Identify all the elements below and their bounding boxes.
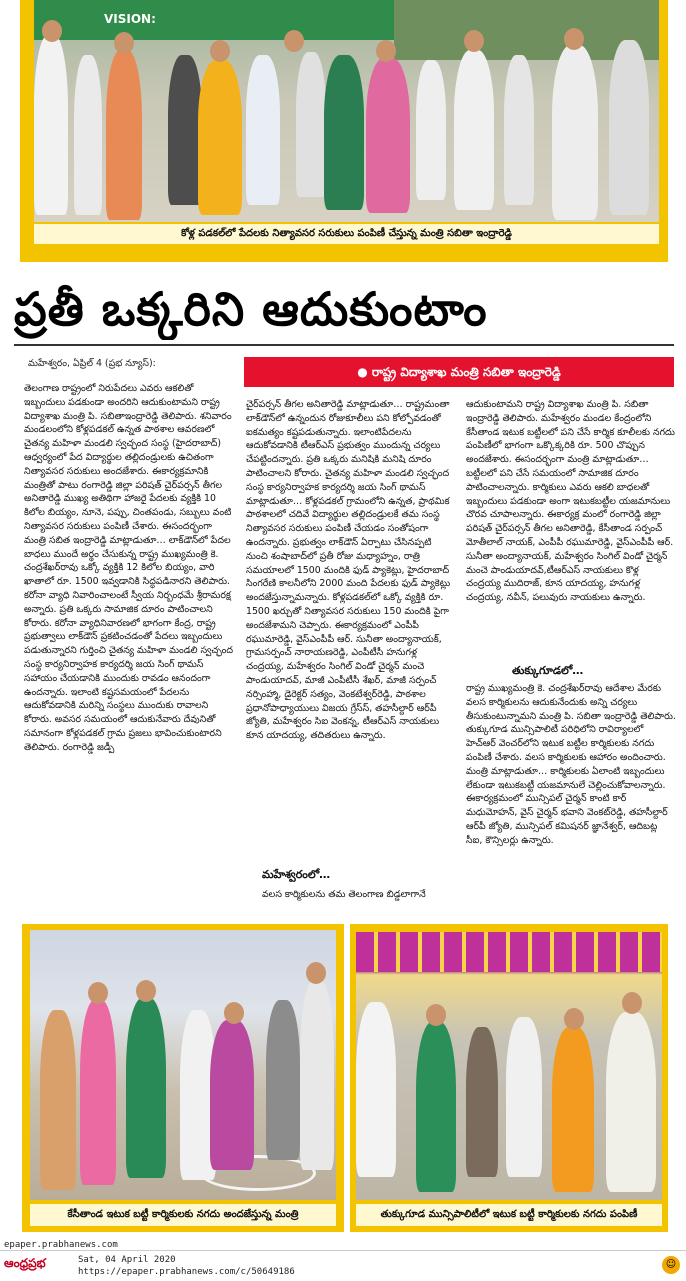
person	[454, 50, 494, 210]
person	[246, 55, 280, 205]
face	[136, 980, 156, 1002]
person	[609, 40, 649, 215]
top-photo	[34, 0, 659, 222]
article-column-3-tail: రాష్ట్ర ముఖ్యమంత్రి కె. చంద్రశేఖర్‌రావు ఆదేశాల మేరకు వలస కార్మికులను ఆదుకునేందుకు అన్ని చర్యలు తీసుకుంటున్నామని మంత్రి పి. సబితా ఇంద్రారెడ్డి తెలిపారు. తుక్కుగూడ మున్సిపాలిటీ పరిధిలోని రావిర్యాలలో హెచ్ఆర్ వెంచర్‌లోని ఇటుక బట్టీల కార్మికులకు నగదు పంపిణీ చేశారు. వలస కార్మికులకు ఆహారం అందించారు. మంత్రి మాట్లాడుతూ… కార్మికులకు ఏలాంటి ఇబ్బందులు లేకుండా ఇటుకబట్టీ యజమానులే చెల్లించుకోవాలన్నారు. ఈకార్యక్రమంలో మున్సిపల్ చైర్మన్ కాంటి కార్ మధుమోహన్, వైస్ చైర్మన్ భవాని వెంకట్‌రెడ్డి, తహసీల్దార్ ఆర్‌పీ జ్యోతి, మున్సిపల్ కమిషనర్ జ్ఞానేశ్వర్, ఆదిబట్ల సీఐ, కౌన్సిలర్లు ఉన్నారు.	[466, 683, 676, 846]
mascot-icon: ☺	[662, 1256, 680, 1274]
face	[564, 28, 584, 50]
article-column-2: చైర్‌పర్సన్ తీగల అనితారెడ్డి మాట్లాడుతూ… రాష్ట్రమంతా లాక్‌డౌన్‌లో ఉన్నందున రోజుకూలీలు పని కోల్పోవడంతో ఐకమత్యం కష్టపడుతున్నారు. ఇలాంటిపేదలను ఆదుకోవడానికి టీఆర్‌ఎస్ ప్రభుత్వం ముందున్న చర్యలు చేపట్టిందన్నారు. ప్రతి ఒక్కరు మనిషికి మనిషి దూరం పాటించాలని కోరారు. చైతన్య మహిళా మండలి స్వచ్ఛంద సంస్థ కార్యనిర్వాహక కార్యదర్శి జయ సింగ్ థామస్ మాట్లాడుతూ… కోళ్లపడకల్ గ్రామంలోని ఉన్నత, ప్రాథమిక పాఠశాలలో చదివే విద్యార్థుల తల్లిదండ్రులకే తమ సంస్థ నిత్యావసర సరుకులు పంపిణీ చేయడం సంతోషంగా ఉందన్నారు. ప్రభుత్వం లాక్‌డౌన్ ఏర్పాటు చేసినప్పటి నుంచి శంషాబాద్‌లో ప్రతీ రోజు మధ్యాహ్నం, రాత్రి సమయాలలో 1500 మందికి ఫుడ్ ప్యాకెట్లు, హైదరాబాద్ సింగరేణి కాలనీలోని 2000 మంది పేదలకు ఫుడ్ ప్యాకెట్లు అందజేస్తున్నామన్నారు. కోళ్లపడకల్‌లో ఒక్కో వ్యక్తికి రూ. 1500 ఖర్చుతో నిత్యావసర సరుకులు 150 మందికి పైగా అందజేశామని చెప్పారు. ఈకార్యక్రమంలో ఎంపీపీ రఘుమారెడ్డి, వైస్‌ఎంపీపీ ఆర్. సునీతా అంద్యానాయక్, గ్రామసర్పంచ్ నారాయణరెడ్డి, ఎంపీటీసీ హనుగళ్ల చంద్రయ్య, మహేశ్వరం సింగిల్ విండో చైర్మన్ మంచె పాండుయాదవ్, మాజీ ఎంపీటీసీ శేఖర్, మాజీ సర్పంచ్ నర్సింహ్మా, డైరెక్టర్ సత్యం, వెంకటేశ్వర్‌రెడ్డి, పాఠశాల ప్రధానోపాధ్యాయులు విజయ గ్రేస్‌స్, తహసీల్దార్ ఆర్‌పీ జ్యోతి, మహేశ్వరం సిఐ వెంకన్న, టీఆర్‌ఎస్ నాయకులు కూన యాదయ్య, తదితరులు ఉన్నారు.	[246, 399, 451, 742]
article-column-1: తెలంగాణ రాష్ట్రంలో నిరుపేదలు ఎవరు ఆకలితో ఇబ్బందులు పడకుండా అందరిని ఆదుకుంటామని రాష్ట్ర విద్యాశాఖ మంత్రి పి. సబితాఇంద్రారెడ్డి తెలిపారు. శనివారం మండలంలోని కోళ్లపడకల్ ఉన్నత పాఠశాల ఆవరణలో చైతన్య మహిళా మండలి స్వచ్ఛంద సంస్థ (హైదరాబాద్) ఆధ్వర్యంలో పేద విద్యార్థుల తల్లిదండ్రులకు ఉచితంగా నిత్యావసర సరుకులు అందజేశారు. ఈకార్యక్రమానికి మంత్రితో పాటు రంగారెడ్డి జిల్లా పరిషత్ చైర్‌పర్సన్ తీగల అనితారెడ్డి ముఖ్య అతిథిగా హాజరై పేదలకు వ్యక్తికి 10 కిలోల బియ్యం, నూనె, పప్పు, చింతపండు, సబ్బులు వంటి నిత్యావసర సరుకులు పంపిణీ చేశారు. ఈసందర్భంగా మంత్రి సబిత ఇంద్రారెడ్డి మాట్లాడుతూ… లాక్‌డౌన్‌లో పేదల బాధలు ముందే అర్థం చేసుకున్న రాష్ట్ర ముఖ్యమంత్రి కె. చంద్రశేఖర్‌రావు ఒక్కో వ్యక్తికి 12 కిలోల బియ్యం, వారి ఖాతాలో రూ. 1500 ఇవ్వడానికి సిద్ధపడినారని తెలిపారు. కరోనా వ్యాధి నివారించాలంటే స్వీయ నిర్బంధమే శ్రీరామరక్ష అన్నారు. ప్రతి ఒక్కరు సామాజిక దూరం పాటించాలని కోరారు. కరోనా వ్యాధినివారణలో భాగంగా కేంద్ర, రాష్ట్ర ప్రభుత్వాలు లాక్‌డౌన్ ప్రకటించడంతో పేదలు ఇబ్బందులు పడుతున్నారని గుర్తించి చైతన్య మహిళా మండలి స్వచ్ఛంద సంస్థ కార్యనిర్వాహక కార్యదర్శి జయ సింగ్ థామస్ సహాయం చేయడానికి ముందుకు రావడం ఆనందంగా ఉందన్నారు. ఇలాంటి కష్టసమయంలో పేదలను ఆదుకోవడానికి మరిన్ని సంస్థలు ముందుకు రావాలని కోరారు. అవసర సమయంలో ఆదుకునేవారు దేవునితో సమానంగా కోళ్లపడకల్ గ్రామ ప్రజలు భావించుకుంటారని తెలిపారు. రంగారెడ్డి జడ్పీ	[24, 383, 233, 753]
footer-date: Sat, 04 April 2020	[78, 1255, 176, 1265]
headline: ప్రతీ ఒక్కరిని ఆదుకుంటాం	[14, 282, 488, 336]
person	[506, 1017, 542, 1177]
person	[606, 1012, 656, 1192]
article-column-2-tail: వలస కార్మికులను తమ తెలంగాణ బిడ్డలాగానే	[262, 889, 426, 900]
person	[416, 1022, 456, 1192]
face	[426, 1004, 446, 1026]
face	[42, 20, 62, 42]
top-photo-caption: కోళ్ల పడకల్‌లో పేదలకు నిత్యావసర సరుకులు పంపిణీ చేస్తున్న మంత్రి సబితా ఇంద్రారెడ్డి	[34, 224, 659, 244]
person	[296, 52, 326, 197]
person	[266, 1000, 300, 1160]
person	[40, 1010, 76, 1190]
person	[552, 45, 598, 220]
footer-site[interactable]: epaper.prabhanews.com	[4, 1240, 118, 1250]
tent-stripes	[356, 932, 662, 972]
face	[114, 32, 134, 54]
person	[106, 50, 142, 220]
face	[464, 30, 484, 52]
person	[126, 998, 166, 1178]
person	[552, 1027, 594, 1192]
subhead-banner: ● రాష్ట్ర విద్యాశాఖ మంత్రి సబితా ఇంద్రారెడ్డి	[244, 357, 674, 387]
person	[74, 55, 102, 215]
person	[366, 58, 410, 213]
face	[284, 30, 304, 52]
dateline: మహేశ్వరం, ఏప్రిల్ 4 (ప్రభ న్యూస్):	[28, 358, 156, 369]
section-heading-maheshwaram: మహేశ్వరంలో…	[262, 868, 331, 881]
headline-rule	[14, 344, 674, 346]
vision-banner	[34, 0, 394, 40]
face	[376, 40, 396, 62]
banner-text: VISION:	[104, 12, 156, 26]
publication-logo: ఆంధ్రప్రభ	[4, 1256, 46, 1270]
person	[168, 55, 202, 205]
section-heading-tukkuguda: తుక్కుగూడలో…	[512, 664, 584, 677]
person	[466, 1027, 498, 1177]
face	[210, 40, 230, 62]
person	[300, 980, 334, 1170]
person	[324, 55, 364, 210]
bottom-right-photo	[356, 932, 662, 1200]
face	[224, 1002, 244, 1024]
person	[80, 1000, 116, 1185]
footer-url[interactable]: https://epaper.prabhanews.com/c/50649186	[78, 1267, 295, 1277]
bottom-left-photo	[30, 930, 336, 1200]
face	[622, 992, 642, 1014]
face	[88, 982, 108, 1004]
person	[416, 60, 446, 200]
face	[306, 962, 326, 984]
person	[356, 1002, 396, 1177]
face	[564, 1008, 584, 1030]
bottom-right-caption: తుక్కుగూడ మున్సిపాలిటీలో ఇటుక బట్టీ కార్మికులకు నగదు పంపిణీ	[356, 1204, 662, 1226]
person	[34, 35, 68, 215]
bottom-left-caption: కేసీతాండ ఇటుక బట్టీ కార్మికులకు నగదు అందజేస్తున్న మంత్రి	[30, 1204, 336, 1226]
person	[504, 55, 534, 205]
article-column-3: ఆదుకుంటామని రాష్ట్ర విద్యాశాఖ మంత్రి పి. సబితా ఇంద్రారెడ్డి తెలిపారు. మహేశ్వరం మండల కేంద్రంలోని కేసీతాండ ఇటుక బట్టీలలో పని చేసే కార్మిక కూలీలకు నగదు పంపిణీలో భాగంగా ఒక్కొక్కరికి రూ. 500 చొప్పున అందజేశారు. ఈసందర్భంగా మంత్రి మాట్లాడుతూ… బట్టీలలో పని చేసే సమయంలో సామాజిక దూరం పాటించాలన్నారు. కార్మికులు ఎవరు ఆకలి బాధలతో ఇబ్బందులు పడకుండా అంగా ఇటుకబట్టీల యజమానులు చొరవ చూపాలన్నారు. ఈకార్యక్ర మంలో రంగారెడ్డి జిల్లా పరిషత్ చైర్‌పర్సన్ తీగల అనితారెడ్డి, కేసీతాండ సర్పంచ్ మోతీలాల్ నాయక్, ఎంపీపీ రఘుమారెడ్డి, వైస్‌ఎంపీపీ ఆర్. సునీతా అంద్యానాయక్, మహేశ్వరం సింగిల్ విండో చైర్మన్ మంచె పాండుయాదవ్,టీఆర్‌ఎస్ నాయకులు కొళ్ల చంద్రయ్య ముదిరాజ్, కూన యాదయ్య, హనుగళ్ల చంద్రయ్య, నవీన్, పలువురు నాయకులు ఉన్నారు.	[466, 399, 675, 604]
person	[210, 1020, 254, 1170]
person	[198, 60, 242, 215]
